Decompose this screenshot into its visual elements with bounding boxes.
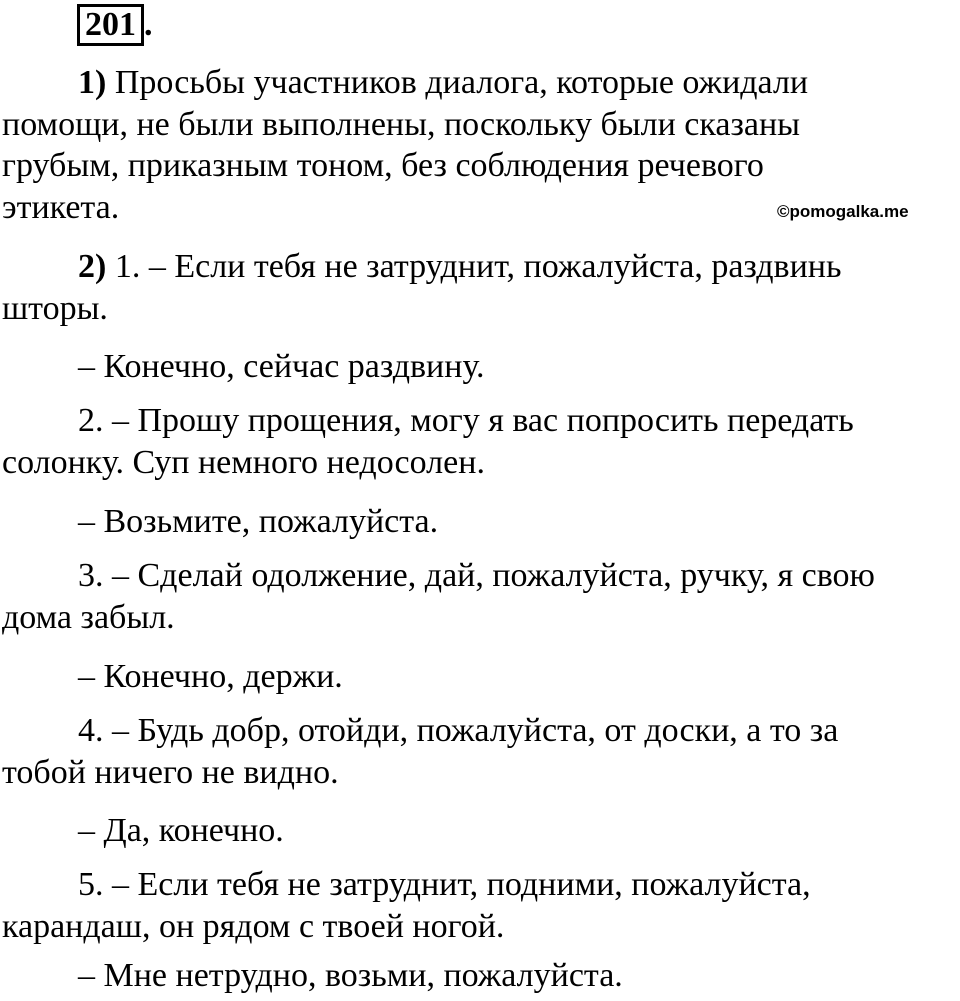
text-line: 3. – Сделай одолжение, дай, пожалуйста, ручку, я свою — [78, 557, 875, 594]
text-line: помощи, не были выполнены, поскольку были сказаны — [2, 105, 801, 143]
text-line: 4. – Будь добр, отойди, пожалуйста, от доски, а то за — [78, 712, 839, 749]
text-line: карандаш, он рядом с твоей ногой. — [2, 907, 505, 945]
text-line: 1) Просьбы участников диалога, которые ожидали — [78, 64, 809, 101]
part-marker: 1) — [78, 64, 107, 101]
text-line: дома забыл. — [2, 598, 175, 636]
answer-part-2 — [2, 246, 960, 329]
text-line: тобой ничего не видно. — [2, 753, 339, 791]
text-line: – Конечно, держи. — [78, 658, 343, 695]
dialogue-line-8 — [2, 864, 960, 947]
dialogue-line-7 — [2, 810, 960, 852]
watermark-copyright: ©pomogalka.me — [777, 202, 909, 221]
task-number-box: 201 — [77, 4, 144, 46]
text-line: – Да, конечно. — [78, 812, 284, 849]
dialogue-line-3 — [2, 501, 960, 543]
text-line: грубым, приказным тоном, без соблюдения речевого — [2, 147, 764, 184]
text-line: 2. – Прошу прощения, могу я вас попросить передать — [78, 402, 854, 439]
text-line: 5. – Если тебя не затруднит, подними, пожалуйста, — [78, 866, 811, 903]
text-line: – Возьмите, пожалуйста. — [78, 503, 439, 540]
text-line: – Конечно, сейчас раздвину. — [78, 348, 485, 385]
text-line: солонку. Суп немного недосолен. — [2, 443, 485, 481]
task-number-suffix: . — [144, 6, 153, 43]
text-line: шторы. — [2, 289, 108, 327]
part-marker: 2) — [78, 248, 107, 285]
dialogue-line-1 — [2, 346, 960, 388]
dialogue-line-6 — [2, 710, 960, 793]
dialogue-line-9 — [2, 955, 960, 997]
text-line: – Мне нетрудно, возьми, пожалуйста. — [78, 957, 623, 994]
task-number — [77, 4, 153, 46]
dialogue-line-2 — [2, 400, 960, 483]
dialogue-line-4 — [2, 555, 960, 638]
text-line: этикета. — [2, 188, 120, 226]
text-line: 2) 1. – Если тебя не затруднит, пожалуйста, раздвинь — [78, 248, 842, 285]
dialogue-line-5 — [2, 656, 960, 698]
